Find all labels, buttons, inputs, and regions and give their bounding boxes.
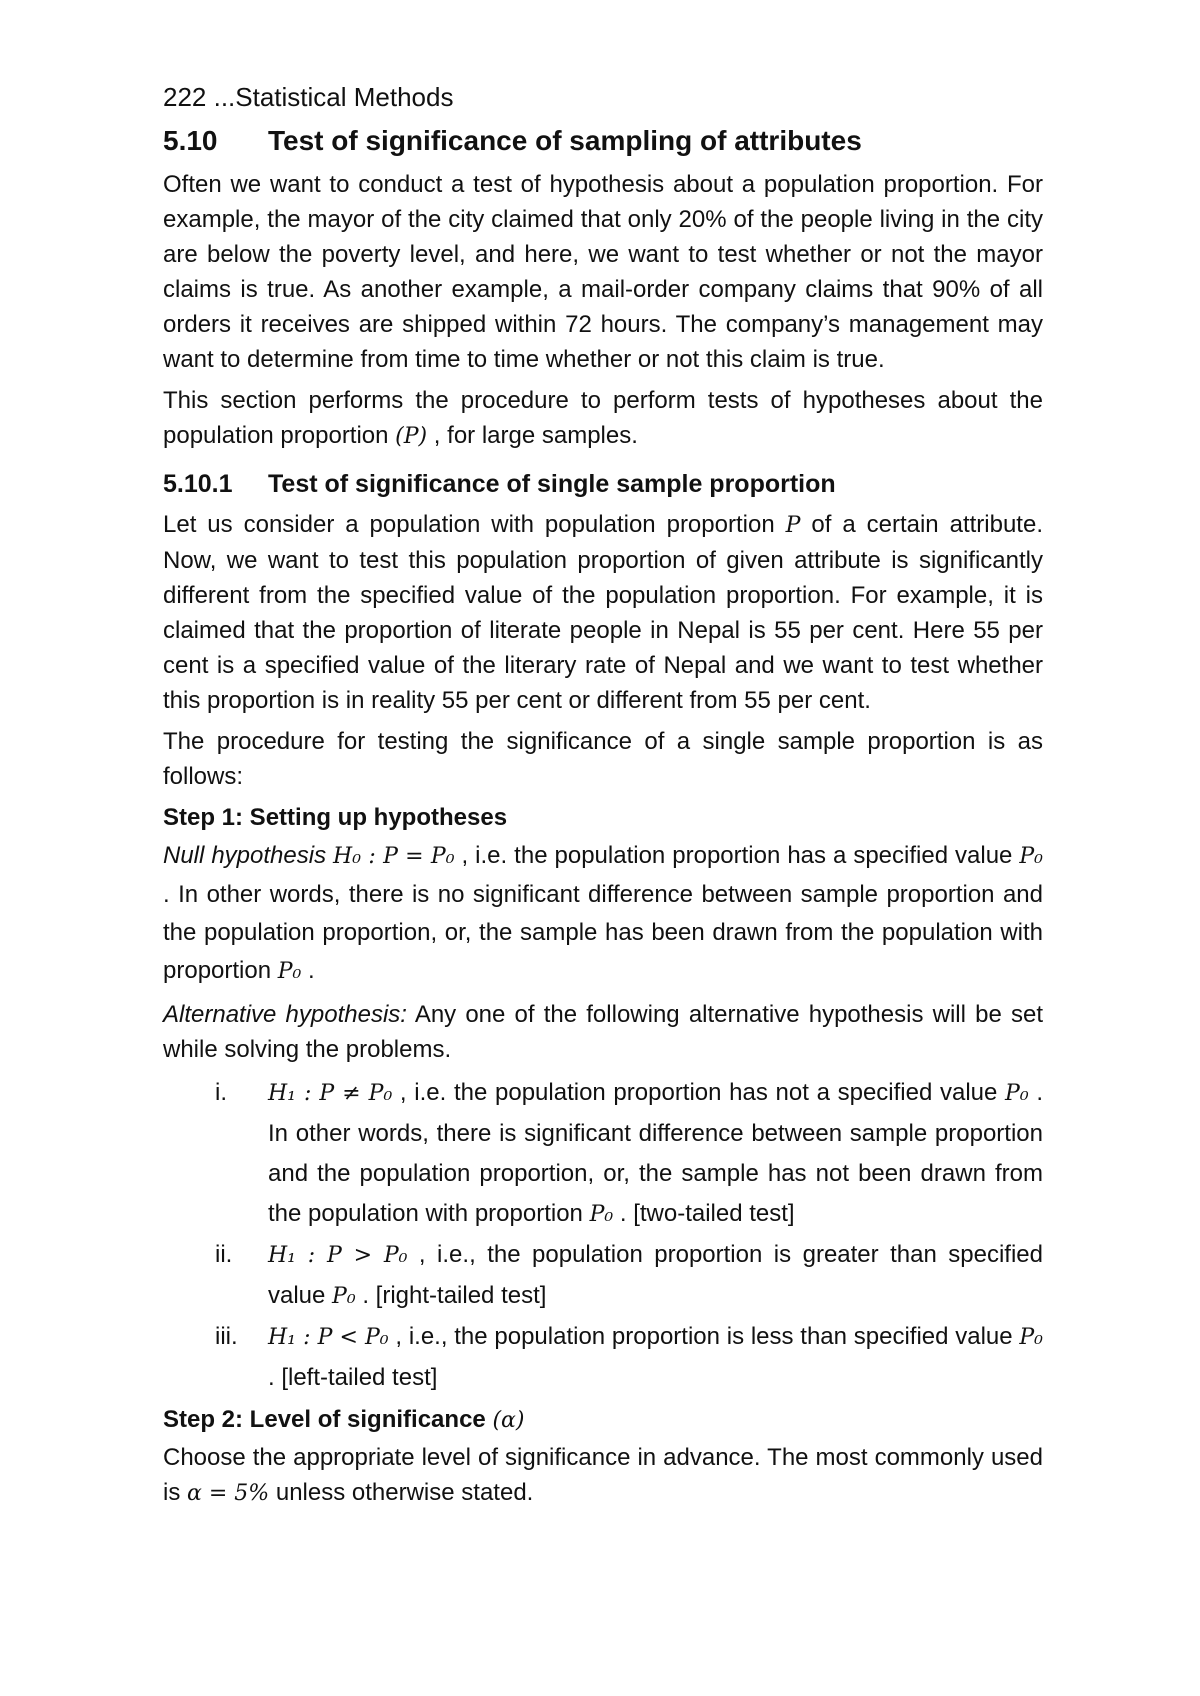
subsection-heading xyxy=(163,470,1043,499)
right-tailed-formula: H₁ : P > P₀ xyxy=(268,1243,408,1268)
null-hypothesis-end: . xyxy=(301,957,315,984)
step-1-heading: Step 1: Setting up hypotheses xyxy=(163,804,508,831)
list-item-body xyxy=(268,1235,1043,1317)
list-item xyxy=(163,1317,1043,1398)
step-2-heading xyxy=(163,1402,1043,1438)
list-item-text: , i.e., the population proportion is less than specified value xyxy=(388,1323,1020,1350)
step-2-paragraph xyxy=(163,1440,1043,1511)
null-hypothesis-formula: H₀ : P = P₀ xyxy=(333,844,455,869)
subsection-number: 5.10.1 xyxy=(163,470,233,498)
null-p0-end-symbol: P₀ xyxy=(277,959,302,984)
null-hypothesis-paragraph xyxy=(163,837,1043,991)
subsection-title: Test of significance of single sample proportion xyxy=(268,470,836,498)
section-title: Test of significance of sampling of attributes xyxy=(268,125,862,156)
p0-symbol: P₀ xyxy=(589,1202,614,1227)
step-2-text-end: unless otherwise stated. xyxy=(269,1479,534,1506)
running-header: 222 ...Statistical Methods xyxy=(163,82,454,112)
section-paragraph-1: Often we want to conduct a test of hypothesis about a population proportion. For example, the mayor of the city claimed that only 20% of the people living in the city are below the poverty level, and here, we want to test whether or not the mayor claims is true. As another example, a mail-order company claims that 90% of all orders it receives are shipped within 72 hours. The company’s management may want to determine from time to time whether or not this claim is true. xyxy=(163,171,1043,373)
list-item-text-3: . [two-tailed test] xyxy=(613,1200,795,1227)
left-tailed-formula: H₁ : P < P₀ xyxy=(268,1325,389,1350)
alpha-formula: α = 5% xyxy=(187,1481,270,1506)
p0-symbol: P₀ xyxy=(332,1284,356,1309)
null-hypothesis-label: Null hypothesis xyxy=(163,842,327,869)
list-item-text-2: . In other words, there is significant difference between sample proportion and the population proportion, or, the sample has not been drawn from the population with proportion xyxy=(268,1079,1044,1227)
proportion-symbol: P xyxy=(785,513,801,538)
section-paragraph-2 xyxy=(163,383,1043,454)
list-item-text-2: . [left-tailed test] xyxy=(268,1364,438,1391)
page-content xyxy=(163,82,1043,1517)
null-hypothesis-text: , i.e. the population proportion has a specified value xyxy=(454,842,1020,869)
step-2-text: Choose the appropriate level of significance in advance. The most commonly used is xyxy=(163,1444,1043,1506)
null-p0-symbol: P₀ xyxy=(1019,844,1043,869)
list-marker: iii. xyxy=(215,1323,238,1350)
subsection-paragraph-1 xyxy=(163,507,1043,718)
list-item-text: , i.e. the population proportion has not a specified value xyxy=(392,1079,1006,1106)
null-hypothesis-text-2: . In other words, there is no significant difference between sample proportion and the population proportion, or, the sample has been drawn from the population with proportion xyxy=(163,881,1043,984)
list-item-body xyxy=(268,1317,1043,1398)
list-item-text-2: . [right-tailed test] xyxy=(355,1282,547,1309)
p0-symbol: P₀ xyxy=(1005,1081,1029,1106)
section-paragraph-2-text: This section performs the procedure to perform tests of hypotheses about the population proportion xyxy=(163,387,1043,449)
list-item-body xyxy=(268,1073,1043,1235)
subsection-paragraph-2: The procedure for testing the significance of a single sample proportion is as follows: xyxy=(163,728,1043,790)
list-marker: i. xyxy=(215,1079,227,1106)
list-item-text: , i.e., the population proportion is greater than specified value xyxy=(268,1241,1044,1309)
alternative-hypothesis-text: Any one of the following alternative hypothesis will be set while solving the problems. xyxy=(163,1001,1043,1063)
list-item xyxy=(163,1073,1043,1235)
p0-symbol: P₀ xyxy=(1019,1325,1043,1350)
step-2-heading-text: Step 2: Level of significance xyxy=(163,1406,493,1433)
subsection-paragraph-1-rest: of a certain attribute. Now, we want to test this population proportion of given attribute is significantly different from the specified value of the population proportion. For example, it is claimed that the proportion of literate people in Nepal is 55 per cent. Here 55 per cent is a specified value of the literary rate of Nepal and we want to test whether this proportion is in reality 55 per cent or different from 55 per cent. xyxy=(163,511,1043,714)
section-heading xyxy=(163,125,1043,157)
alternative-hypothesis-label: Alternative hypothesis: xyxy=(163,1001,407,1028)
section-number: 5.10 xyxy=(163,125,218,156)
list-item xyxy=(163,1235,1043,1317)
population-proportion-symbol: (P) xyxy=(395,424,428,449)
section-paragraph-2-end: , for large samples. xyxy=(427,422,638,449)
alpha-symbol: (α) xyxy=(492,1408,525,1433)
subsection-paragraph-1-text: Let us consider a population with population proportion xyxy=(163,511,786,538)
alternative-hypothesis-paragraph xyxy=(163,997,1043,1067)
two-tailed-formula: H₁ : P ≠ P₀ xyxy=(268,1081,393,1106)
alternative-hypothesis-list xyxy=(163,1073,1043,1398)
list-marker: ii. xyxy=(215,1241,233,1268)
